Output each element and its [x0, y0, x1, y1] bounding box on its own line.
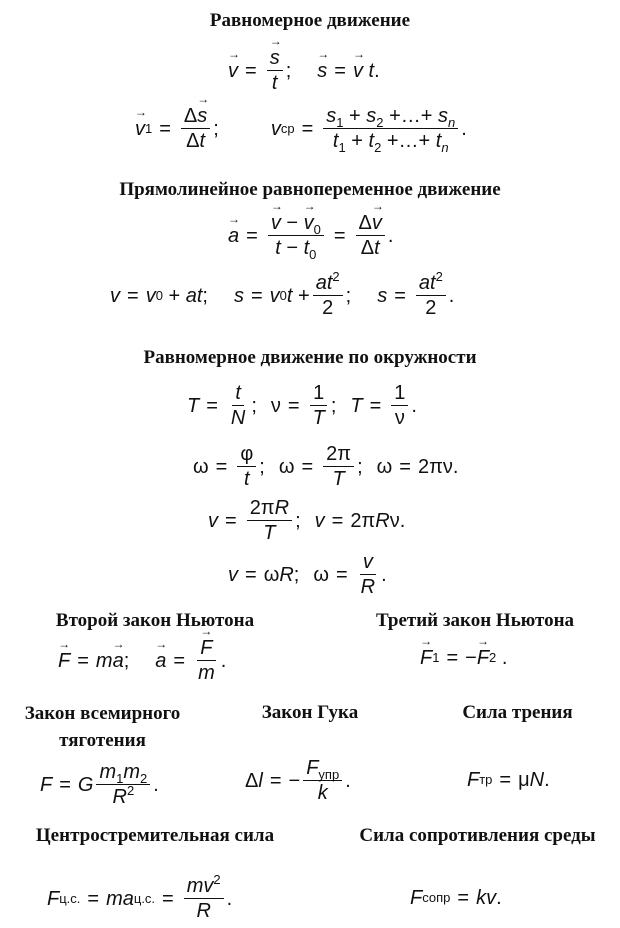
heading-accelerated-motion: Прямолинейное равнопеременное движение [119, 179, 501, 200]
heading-gravitation-law: Закон всемирного тяготения [24, 703, 181, 751]
heading-centripetal-force: Центростремительная сила [35, 825, 275, 846]
formula-velocity-definition: → v = → $\frac{s}{t}$ ; → s = → v t . [228, 48, 380, 93]
formula-drag: F сопр = kv . [410, 887, 502, 909]
formula-period-frequency: T = $\frac{t}{N}$ ; ν = $\frac{1}{T}$ ; T = $\frac{1}{\nu}$ . [187, 382, 417, 429]
formula-angular-velocity: ω = $\frac{\varphi}{t}$ ; ω = $\frac{2\pi}{T}$ ; ω = 2πν. [193, 443, 459, 490]
heading-newton-third-law: Третий закон Ньютона [375, 610, 575, 631]
formula-linear-velocity: v = $\frac{2\pi R}{T}$ ; v = 2π R ν. [208, 497, 406, 544]
formula-centripetal: F ц.с. = ma ц.с. = $\frac{mv^2}{R}$ . [47, 872, 233, 922]
formula-average-velocity: → v 1 = $\frac{\Delta\to s}{\Delta t}$ ; v ср = $\frac{s_1 + s_2 +\dots+ s_n}{t_1 + t_2 +\dots+ t_n}$ . [135, 106, 467, 151]
formula-gravitation: F = G $\frac{m_1m_2}{R^2}$ . [40, 761, 159, 808]
heading-newton-second-law: Второй закон Ньютона [55, 610, 255, 631]
formula-hooke: Δ l = − $\frac{F_{упр}}{k}$ . [245, 757, 351, 804]
heading-friction-force: Сила трения [462, 702, 573, 723]
formula-friction: F тр = μ N . [467, 769, 550, 791]
heading-uniform-motion: Равномерное движение [209, 10, 411, 31]
formula-acceleration: → a = → $\frac{v - \to v_0}{t - t_0}$ = $\frac{\Delta\to v}{\Delta t}$ . [228, 213, 393, 258]
formula-velocity-radius: v = ω R ; ω = $\frac{v}{R}$ . [228, 551, 387, 598]
formula-newton-third-law: → F 1 = − → F 2 . [420, 648, 507, 668]
heading-drag-force: Сила сопротивления среды [359, 825, 596, 846]
formula-kinematics: v = v 0 + at ; s = v 0 t + $\frac{at^2}{2}$ ; s = $\frac{at^2}{2}$ . [110, 269, 455, 319]
subscript-upr: упр [318, 767, 340, 782]
heading-circular-motion: Равномерное движение по окружности [143, 347, 477, 368]
formula-newton-second-law: → F = m→ a ; → a = → $\frac{F}{m}$ . [58, 638, 226, 683]
heading-hooke-law: Закон Гука [261, 702, 359, 723]
